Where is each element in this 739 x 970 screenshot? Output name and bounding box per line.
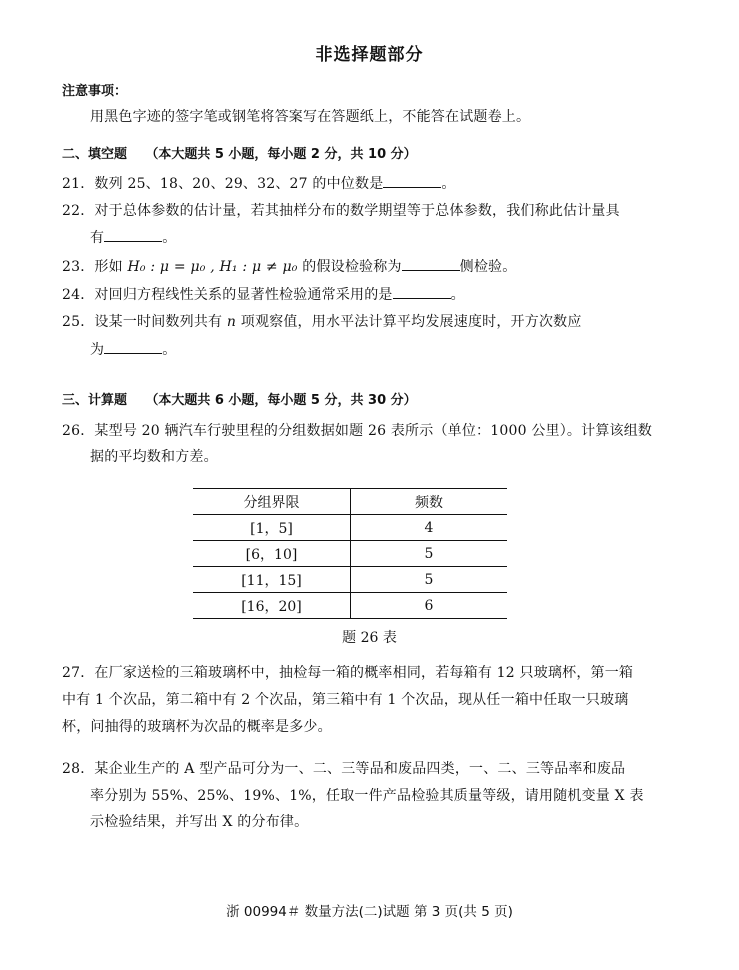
q25-pre: 设某一时间数列共有 (94, 314, 227, 330)
q24-number: 24． (62, 287, 95, 303)
question-23 (62, 256, 516, 276)
q25-number: 25． (62, 314, 95, 330)
question-25 (62, 311, 582, 331)
q21-number: 21． (62, 176, 95, 192)
question-26 (62, 420, 652, 440)
notice-text: 用黑色字迹的签字笔或钢笔将答案写在答题纸上，不能答在试题卷上。 (90, 109, 531, 125)
table-cell: 5 (351, 567, 508, 593)
q21-end: 。 (441, 176, 456, 192)
q23-number: 23． (62, 259, 95, 275)
q28-line1: 某企业生产的 A 型产品可分为一、二、三等品和废品四类，一、二、三等品率和废品 (94, 761, 626, 777)
q26-number: 26． (62, 423, 95, 439)
q22-number: 22． (62, 203, 95, 219)
answer-blank (402, 258, 460, 271)
table-cell: 6 (351, 593, 508, 619)
page-title: 非选择题部分 (315, 45, 424, 65)
section3-name: 三、计算题 (62, 393, 128, 408)
question-24 (62, 284, 465, 304)
table-caption: 题 26 表 (342, 630, 397, 646)
q27-line2: 中有 1 个次品，第二箱中有 2 个次品，第三箱中有 1 个次品，现从任一箱中任取一只玻璃 (62, 692, 629, 708)
section3-heading (62, 389, 417, 408)
table-row (193, 541, 507, 567)
q28-line3: 示检验结果，并写出 X 的分布律。 (90, 814, 309, 830)
table-cell: [1，5] (193, 515, 351, 541)
q22-end: 。 (162, 230, 177, 246)
section2-info: （本大题共 5 小题，每小题 2 分，共 10 分） (145, 147, 417, 162)
section2-heading (62, 143, 417, 162)
q23-formula: H₀ : μ = μ₀ , H₁ : μ ≠ μ₀ (127, 259, 298, 275)
table-cell: 5 (351, 541, 508, 567)
q23-pre: 形如 (94, 259, 128, 275)
q23-end: 侧检验。 (459, 259, 517, 275)
frequency-table (193, 488, 507, 619)
table-cell: [16，20] (193, 593, 351, 619)
table-cell: [11，15] (193, 567, 351, 593)
question-25-cont (90, 339, 176, 359)
q27-line3: 杯，问抽得的玻璃杯为次品的概率是多少。 (62, 719, 332, 735)
q23-post: 的假设检验称为 (297, 259, 402, 275)
q28-number: 28． (62, 761, 95, 777)
q28-line2: 率分别为 55%、25%、19%、1%，任取一件产品检验其质量等级，请用随机变量 X 表 (90, 788, 644, 804)
question-28 (62, 758, 625, 778)
q25-line2: 为 (90, 342, 105, 358)
table-row (193, 567, 507, 593)
answer-blank (104, 229, 162, 242)
column-header: 分组界限 (193, 489, 351, 515)
q27-line1: 在厂家送检的三箱玻璃杯中，抽检每一箱的概率相同，若每箱有 12 只玻璃杯，第一箱 (94, 665, 634, 681)
question-27 (62, 662, 633, 682)
q26-line2: 据的平均数和方差。 (90, 449, 218, 465)
column-header: 频数 (351, 489, 508, 515)
q22-line2: 有 (90, 230, 105, 246)
table-row (193, 515, 507, 541)
table-row (193, 593, 507, 619)
table-header-row (193, 489, 507, 515)
notice-heading: 注意事项： (62, 84, 128, 99)
section3-info: （本大题共 6 小题，每小题 5 分，共 30 分） (145, 393, 417, 408)
answer-blank (383, 175, 441, 188)
q24-end: 。 (450, 287, 465, 303)
q22-line1: 对于总体参数的估计量，若其抽样分布的数学期望等于总体参数，我们称此估计量具 (94, 203, 620, 219)
q24-text: 对回归方程线性关系的显著性检验通常采用的是 (94, 287, 393, 303)
q25-end: 。 (162, 342, 177, 358)
q25-var: n (226, 314, 237, 330)
question-22 (62, 200, 620, 220)
q25-post: 项观察值，用水平法计算平均发展速度时，开方次数应 (236, 314, 582, 330)
page-footer: 浙 00994＃ 数量方法(二)试题 第 3 页(共 5 页) (226, 904, 513, 920)
q26-line1: 某型号 20 辆汽车行驶里程的分组数据如题 26 表所示（单位：1000 公里）。计算该组数 (94, 423, 653, 439)
table-cell: [6，10] (193, 541, 351, 567)
q21-text: 数列 25、18、20、29、32、27 的中位数是 (94, 176, 384, 192)
question-21 (62, 173, 456, 193)
answer-blank (393, 286, 451, 299)
answer-blank (104, 341, 162, 354)
section2-name: 二、填空题 (62, 147, 128, 162)
table-cell: 4 (351, 515, 508, 541)
q27-number: 27． (62, 665, 95, 681)
question-22-cont (90, 227, 176, 247)
